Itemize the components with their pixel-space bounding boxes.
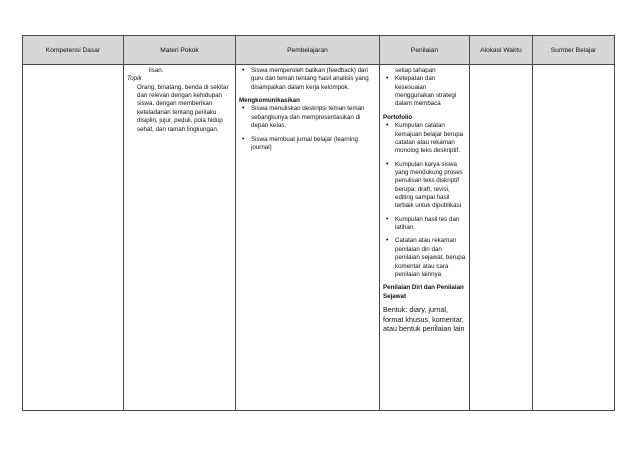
header-materi-pokok: Materi Pokok: [124, 36, 236, 65]
penilaian-item-1: Ketepatan dan kesesuaian menggunakan strategi dalam membaca: [395, 75, 457, 108]
bullet-icon: •: [242, 105, 245, 113]
bullet-icon: •: [242, 67, 245, 74]
cell-pembelajaran: [236, 65, 380, 411]
silabus-table: [22, 35, 615, 411]
header-kompetensi-dasar: Kompetensi Dasar: [23, 36, 124, 65]
bullet-icon: •: [386, 122, 389, 130]
bullet-icon: •: [386, 215, 389, 223]
list-item: [383, 75, 466, 108]
cell-materi-pokok: [124, 65, 236, 411]
header-penilaian: Penilaian: [380, 36, 470, 65]
pembelajaran-item-3: Siswa membuat jurnal belajar (learning journal): [251, 135, 358, 151]
portofolio-item-1: Kumpulan catatan kemajuan belajar berupa catatan atau rekaman monolog teks deskriptif.: [395, 122, 464, 155]
portofolio-heading: Portofolio: [383, 113, 413, 121]
penilaian-diri-heading: Penilaian Diri dan Penilaian Sejawat: [383, 284, 464, 300]
cell-alokasi-waktu: [470, 65, 533, 411]
bentuk-text: Bentuk: diary, jurnal, format khusus, komentar, atau bentuk penilaian lain: [383, 304, 465, 334]
list-item: [383, 237, 466, 279]
penilaian-continued-text: setiap tahapan: [395, 67, 436, 74]
table-header-row: [23, 36, 615, 65]
header-pembelajaran: Pembelajaran: [236, 36, 380, 65]
portofolio-item-3: Kumpulan hasil tes dan latihan.: [395, 215, 460, 232]
header-sumber-belajar: Sumber Belajar: [533, 36, 615, 65]
materi-continued-text: lisan.: [149, 67, 164, 74]
cell-penilaian: [380, 65, 470, 411]
list-item: [239, 136, 376, 153]
cell-kompetensi-dasar: [23, 65, 124, 411]
bullet-icon: •: [386, 237, 389, 245]
list-item: [239, 67, 376, 92]
pembelajaran-item-1: Siswa memperoleh balikan (feedback) dari guru dan teman tentang hasil analisis yang disampaikan dalam kerja kelompok.: [251, 67, 369, 91]
bullet-icon: •: [386, 75, 389, 83]
header-alokasi-waktu: Alokasi Waktu: [470, 36, 533, 65]
portofolio-item-4: Catatan atau rekaman penilaian diri dan penilaian sejawat, berupa komentar atau cara penilaian lainnya: [395, 237, 466, 278]
bullet-icon: •: [242, 135, 245, 143]
table-row: [23, 65, 615, 411]
portofolio-item-2: Kumpulan karya siswa yang mendukung proses penulisan teks diskriptif berupa: draft, revisi, editing sampai hasil terbaik untuk dipublikasi: [395, 160, 463, 210]
cell-sumber-belajar: [533, 65, 615, 411]
materi-topik-text: Orang, binatang, benda di sekitar dan relevan dengan kehidupan siswa, dengan memberikan keteladanan tentang perilaku disiplin, jujur, peduli, pola hidup sehat, dan ramah lingkungan.: [137, 83, 229, 133]
list-item: [383, 122, 466, 155]
list-item: [239, 105, 376, 130]
bullet-icon: •: [386, 160, 389, 168]
pembelajaran-item-2: Siswa menuliskan deskripsi teman teman sebangkunya dan mempresentasikan di depan kelas.: [251, 105, 365, 130]
list-item: [383, 216, 466, 233]
pembelajaran-section-heading: Mengkomunikasikan: [239, 97, 300, 105]
list-item: [383, 161, 466, 211]
materi-topik-label: Topik: [127, 75, 142, 83]
